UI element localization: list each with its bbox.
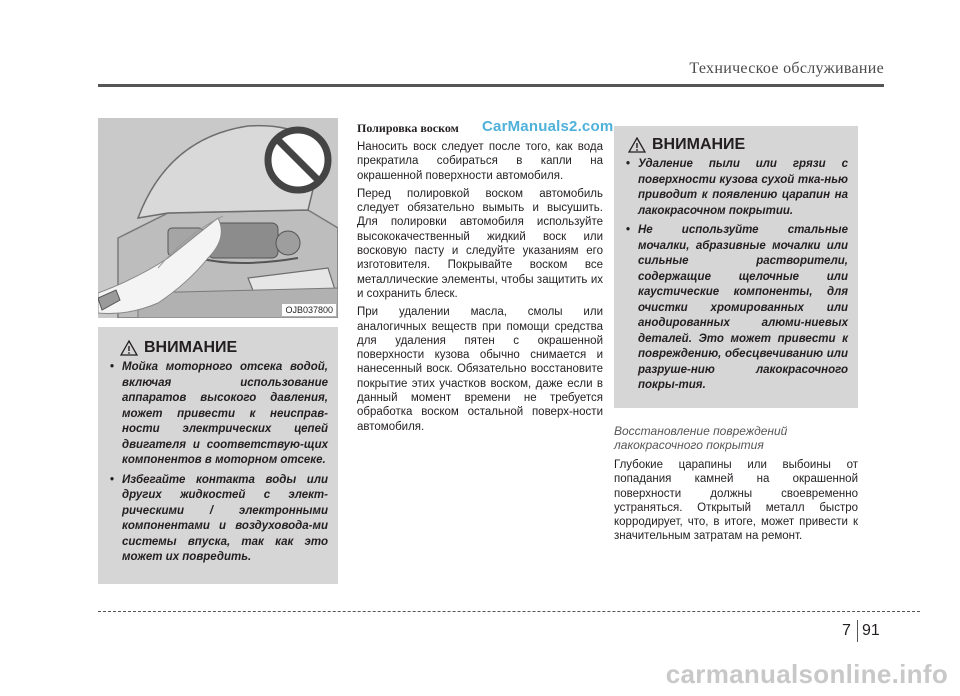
running-header: Техническое обслуживание	[689, 60, 884, 77]
footer-rule	[98, 611, 920, 612]
watermark-logo: CarManuals2.com	[482, 118, 614, 135]
chapter-number: 7	[842, 622, 851, 639]
section-heading-waxing: Полировка воском	[357, 121, 459, 135]
header-rule	[98, 84, 884, 87]
engine-wash-illustration	[98, 118, 338, 318]
warning-item: • Мойка моторного отсека водой, включая использование аппаратов высокого давления, может привести к неисправ-ности электрических цепей двигателя и соответствую-щих компонентов в моторном отсеке.	[110, 361, 328, 466]
waxing-section	[357, 121, 603, 438]
warning-heading	[106, 339, 328, 357]
section-heading-paint-repair: Восстановление повреждений лакокрасочного покрытия	[614, 424, 788, 452]
car-engine-bay-image	[98, 118, 338, 318]
warning-box-paint-care	[614, 126, 858, 408]
warning-item: • Не используйте стальные мочалки, абразивные мочалки или сильные растворители, содержащие щелочные или каустические компоненты, для очистки хромированных или анодированных алюми-ниевых деталей. Это может привести к повреждению, обесцвечиванию или разруше-нию лакокрасочного покры-тия.	[626, 224, 848, 391]
warning-item: • Удаление пыли или грязи с поверхности кузова сухой тка-нью приводит к появлению царапин на лакокрасочном покрытии.	[626, 158, 848, 217]
warning-title: ВНИМАНИЕ	[144, 339, 238, 356]
warning-title: ВНИМАНИЕ	[652, 136, 746, 153]
paragraph: При удалении масла, смолы или аналогичных веществ при помощи средства для удаления пятен с окрашенной поверхности кузова обычно снимается и нанесенный воск. Обязательно восстановите покрытие этих участков воском, даже если в данный момент времени не требуется обработка воском остальной поверх-ности автомобиля.	[357, 306, 603, 433]
paragraph: Глубокие царапины или выбоины от попадания камней на окрашенной поверхности должны своевременно устраняться. Открытый металл быстро корродирует, что, в итоге, может привести к значительным затратам на ремонт.	[614, 459, 858, 543]
site-watermark: carmanualsonline.info	[665, 659, 948, 689]
warning-heading	[622, 136, 848, 154]
warning-item: • Избегайте контакта воды или других жидкостей с элект-рическими / электронными компонентами и воздуховода-ми системы впуска, так как это может их повредить.	[110, 473, 328, 563]
warning-box-engine-wash	[98, 327, 338, 584]
warning-triangle-icon	[628, 137, 646, 153]
warning-list	[106, 360, 328, 566]
paragraph: Наносить воск следует после того, как вода прекратила собираться в капли на окрашенной поверхности автомобиля.	[357, 141, 603, 182]
warning-triangle-icon	[120, 340, 138, 356]
page-number-divider	[857, 620, 858, 642]
warning-list	[622, 157, 848, 394]
paragraph: Перед полировкой воском автомобиль следует обязательно вымыть и высушить. Для полировки автомобиля используйте высококачественный жидкий воск или восковую пасту и следуйте указаниям его изготовителя. Покрывайте воском все металлические элементы, чтобы защитить их и сохранить блеск.	[357, 187, 603, 300]
paint-repair-section	[614, 424, 858, 548]
page-number: 91	[862, 622, 880, 639]
figure-code: OJB037800	[282, 304, 336, 316]
